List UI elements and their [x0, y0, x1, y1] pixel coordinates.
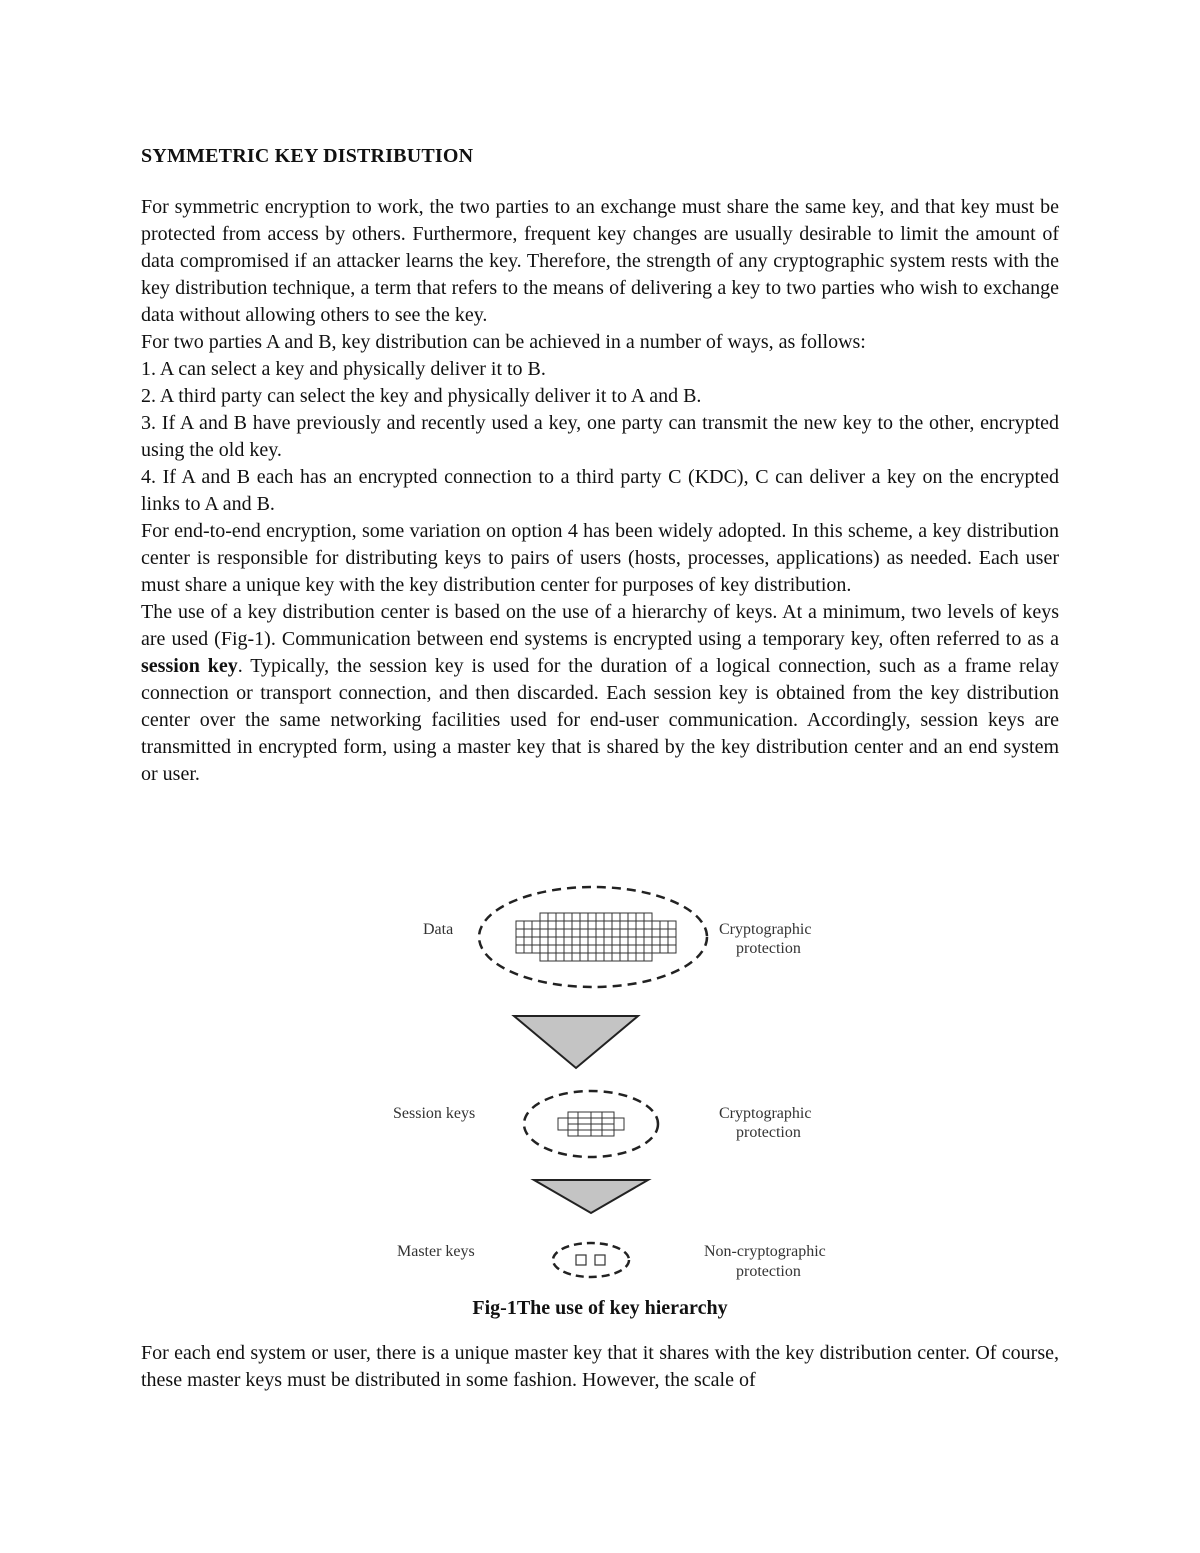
paragraph-end-to-end: For end-to-end encryption, some variation on option 4 has been widely adopted. In this scheme, a key distribution center is responsible for distributing keys to pairs of users (hosts, processes, applications) as needed. Each user must share a unique key with the key distribution center for purposes of key distribution. — [141, 520, 1059, 596]
paragraph-master-keys: For each end system or user, there is a unique master key that it shares with the key distribution center. Of course, these master keys must be distributed in some fashion. However, the scale of — [141, 1342, 1059, 1391]
list-item: 4. If A and B each has an encrypted connection to a third party C (KDC), C can deliver a key on the encrypted links to A and B. — [141, 466, 1059, 515]
paragraph-hierarchy-text-2: . Typically, the session key is used for the duration of a logical connection, such as a frame relay connection or transport connection, and then discarded. Each session key is obtained from the key distribution center over the same networking facilities used for end-user communication. Accordingly, session keys are transmitted in encrypted form, using a master key that is shared by the key distribution center and an end system or user. — [141, 655, 1060, 785]
list-item: 2. A third party can select the key and physically deliver it to A and B. — [141, 385, 702, 407]
figure-caption: Fig-1The use of key hierarchy — [472, 1297, 728, 1319]
master-protection-label: Non-cryptographic — [704, 1243, 826, 1260]
document-body — [141, 142, 1059, 788]
master-keys-label: Master keys — [397, 1243, 475, 1260]
paragraph-hierarchy — [141, 599, 1059, 788]
document-title: SYMMETRIC KEY DISTRIBUTION — [141, 145, 474, 167]
master-protection-label: protection — [736, 1263, 801, 1280]
data-grid-icon — [516, 913, 676, 961]
paragraph-intro: For symmetric encryption to work, the two parties to an exchange must share the same key, and that key must be protected from access by others. Furthermore, frequent key changes are usually desirable to limit the amount of data compromised if an attacker learns the key. Therefore, the strength of any cryptographic system rests with the key distribution technique, a term that refers to the means of delivering a key to two parties who wish to exchange data without allowing others to see the key. — [141, 196, 1059, 326]
document-body-continued — [141, 1340, 1059, 1394]
down-arrow-icon — [534, 1180, 648, 1213]
session-key-term: session key — [141, 655, 238, 677]
master-keys-icon — [576, 1255, 605, 1265]
data-protection-label: Cryptographic — [719, 921, 812, 938]
list-item: 1. A can select a key and physically deliver it to B. — [141, 358, 546, 380]
session-keys-label: Session keys — [393, 1105, 476, 1122]
paragraph-ways: For two parties A and B, key distribution can be achieved in a number of ways, as follows: — [141, 331, 866, 353]
paragraph-hierarchy-text-1: The use of a key distribution center is based on the use of a hierarchy of keys. At a minimum, two levels of keys are used (Fig-1). Communication between end systems is encrypted using a temporary key, often referred to as a — [141, 601, 1059, 650]
down-arrow-icon — [514, 1016, 638, 1068]
list-item: 3. If A and B have previously and recently used a key, one party can transmit the new key to the other, encrypted using the old key. — [141, 412, 1059, 461]
session-protection-label: protection — [736, 1124, 801, 1141]
master-keys-ellipse — [553, 1243, 629, 1277]
session-protection-label: Cryptographic — [719, 1105, 812, 1122]
data-label: Data — [423, 921, 454, 938]
data-protection-label: protection — [736, 940, 801, 957]
key-hierarchy-figure — [388, 883, 858, 1283]
session-keys-grid-icon — [558, 1112, 624, 1136]
